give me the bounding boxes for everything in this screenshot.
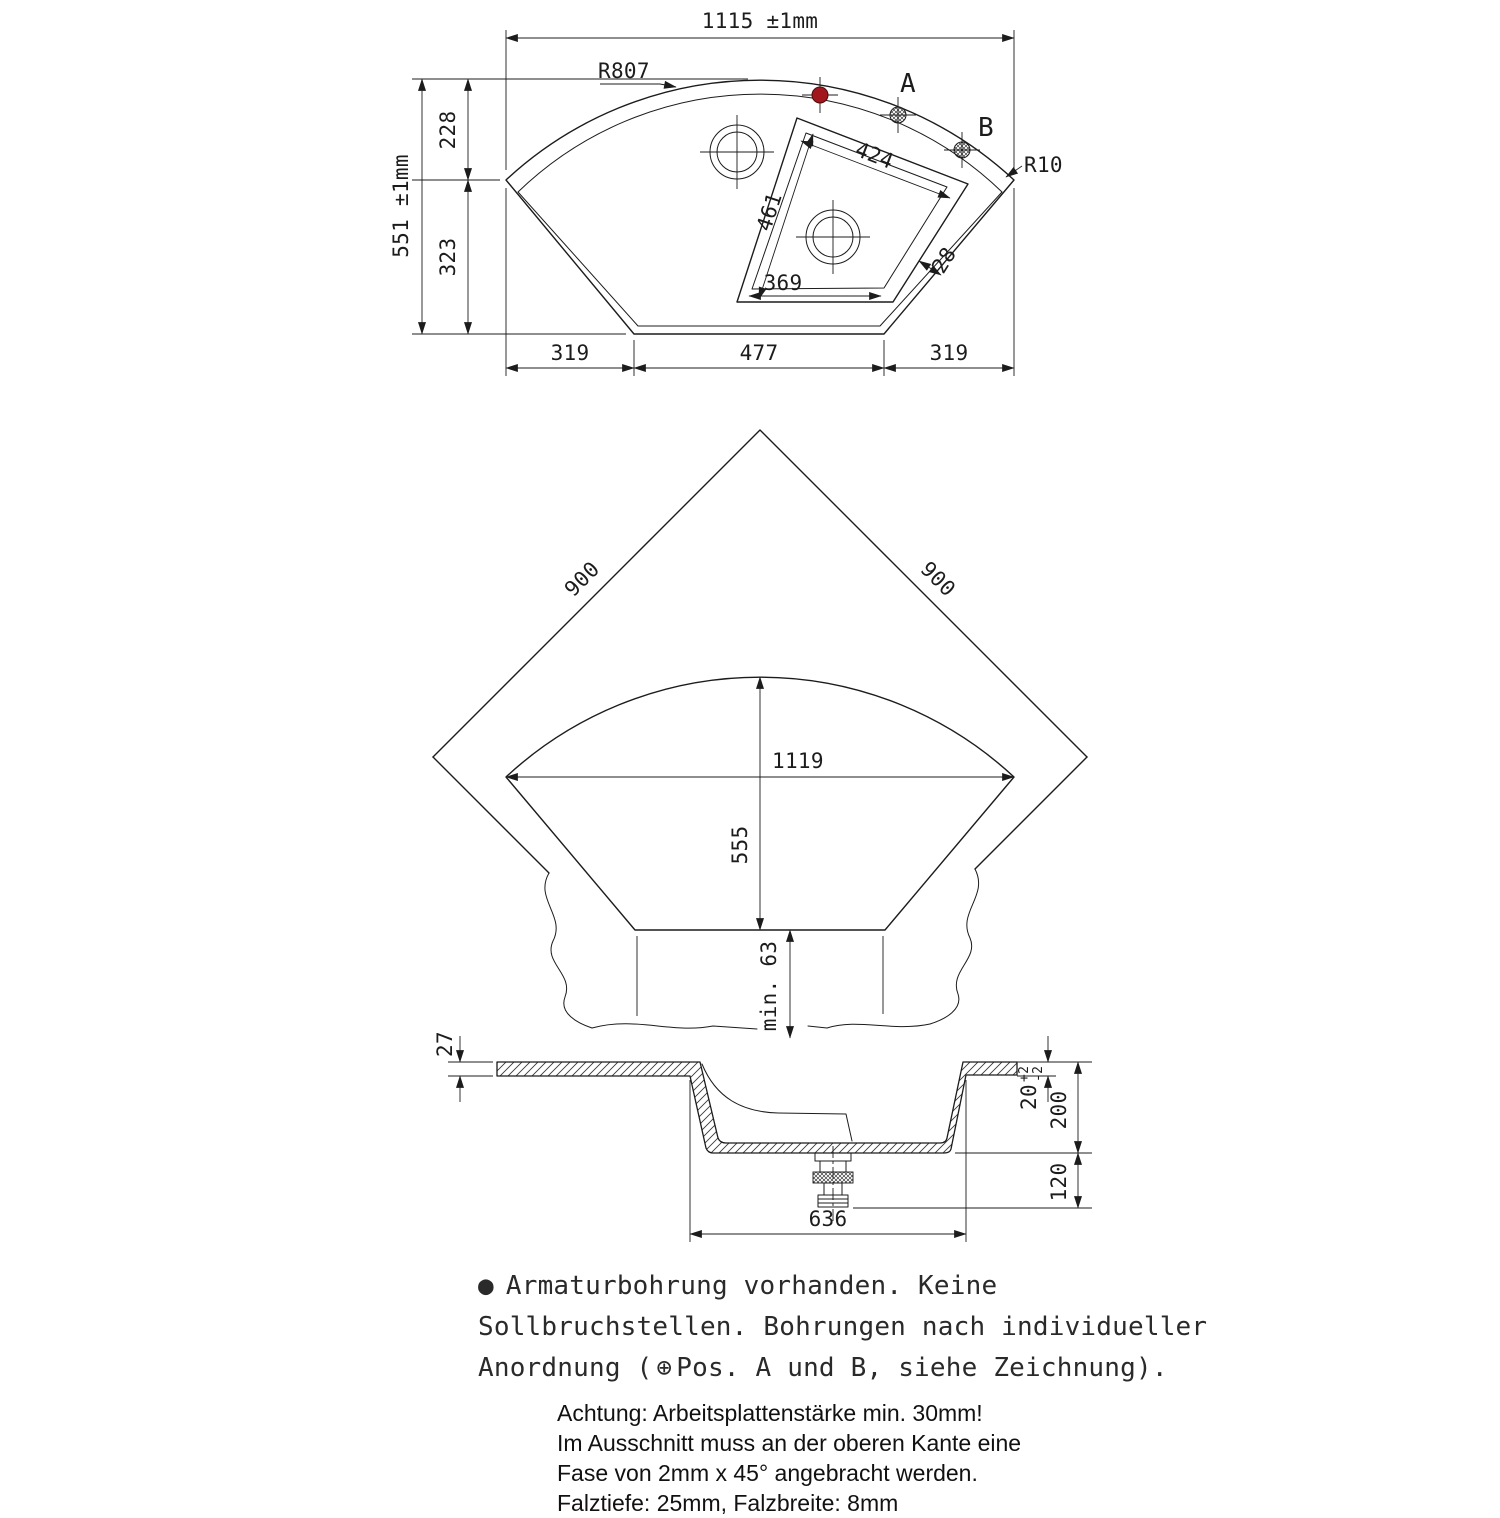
- r807-leader: [600, 84, 676, 87]
- dim-120-label: 120: [1047, 1162, 1071, 1202]
- notes-block: [478, 1266, 1238, 1389]
- dim-323-label: 323: [436, 237, 460, 277]
- dim-555-label: 555: [728, 825, 752, 865]
- warning-line-1: Achtung: Arbeitsplattenstärke min. 30mm!: [557, 1400, 983, 1426]
- dim-28-label: 28: [927, 242, 962, 278]
- left-drain: [700, 115, 774, 189]
- break-line-right: [930, 869, 979, 1024]
- main-drain: [796, 200, 870, 274]
- faucet-hole-red-dot: [812, 87, 828, 103]
- optional-hole-b: [944, 132, 980, 168]
- faucet-hole-red: [802, 77, 838, 113]
- hole-a-label: A: [900, 69, 916, 99]
- dim-477-label: 477: [739, 341, 779, 365]
- dim-369-label: 369: [763, 271, 803, 295]
- dim-200-label: 200: [1047, 1090, 1071, 1130]
- drain-fitting: [813, 1153, 853, 1207]
- hole-b-label: B: [978, 113, 994, 143]
- break-line-left: [545, 873, 592, 1028]
- note-line3-suffix: Pos. A und B, siehe Zeichnung).: [676, 1353, 1168, 1383]
- dim-424-label: 424: [852, 137, 897, 174]
- outer-radius-label: R807: [598, 59, 650, 83]
- dim-height-label: 551 ±1mm: [389, 154, 413, 258]
- countertop-lower-right-edge: [975, 757, 1087, 869]
- drain-nut: [813, 1172, 853, 1183]
- dim-20-tol-plus: +2: [1017, 1065, 1032, 1082]
- dim-319-left-label: 319: [550, 341, 590, 365]
- warning-line-4: Falztiefe: 25mm, Falzbreite: 8mm: [557, 1490, 899, 1516]
- warning-line-3: Fase von 2mm x 45° angebracht werden.: [557, 1460, 978, 1486]
- note-line3-prefix: Anordnung (: [478, 1353, 653, 1383]
- small-bowl-contour: [702, 1064, 852, 1141]
- filled-circle-icon: ●: [478, 1271, 494, 1301]
- break-line-front-left: [592, 1024, 757, 1029]
- crosshatch-circle-icon: ⊕: [656, 1353, 673, 1383]
- dim-461-label: 461: [751, 189, 787, 235]
- note-line-1: [478, 1266, 1238, 1307]
- hole-a-crosshatch-icon: [890, 107, 906, 123]
- top-view-plan: [389, 9, 1063, 376]
- break-line-front-right: [808, 1024, 930, 1028]
- note-line1-text: Armaturbohrung vorhanden. Keine: [505, 1271, 998, 1301]
- hole-b-crosshatch-icon: [954, 142, 970, 158]
- corner-radius-label: R10: [1024, 153, 1063, 177]
- section-view: [433, 1031, 1092, 1242]
- warning-block: [557, 1398, 1197, 1518]
- dim-20-value: 20: [1017, 1084, 1041, 1110]
- dim-319-right-label: 319: [929, 341, 969, 365]
- note-line-3: [478, 1348, 1238, 1389]
- section-body: [497, 1062, 1017, 1153]
- cutout-view: [433, 430, 1087, 1038]
- dim-900-right-label: 900: [915, 556, 961, 602]
- dim-20-tol-minus: -2: [1031, 1065, 1046, 1082]
- dim-636-label: 636: [808, 1207, 848, 1231]
- dim-27-label: 27: [433, 1031, 457, 1057]
- dim-900-left-label: 900: [559, 556, 605, 602]
- dim-20-tolerance-label: [1017, 1066, 1046, 1110]
- dim-1119-label: 1119: [772, 749, 824, 773]
- note-line-2: [478, 1307, 1238, 1348]
- dim-min63-label: min. 63: [757, 940, 781, 1032]
- warning-line-2: Im Ausschnitt muss an der oberen Kante eine: [557, 1430, 1022, 1456]
- dim-228-label: 228: [436, 110, 460, 150]
- note-line2-text: Sollbruchstellen. Bohrungen nach individueller: [478, 1312, 1208, 1342]
- top-view-extension-lines: [412, 30, 1014, 376]
- countertop-lower-left-edge: [433, 757, 549, 873]
- dim-width-label: 1115 ±1mm: [701, 9, 819, 33]
